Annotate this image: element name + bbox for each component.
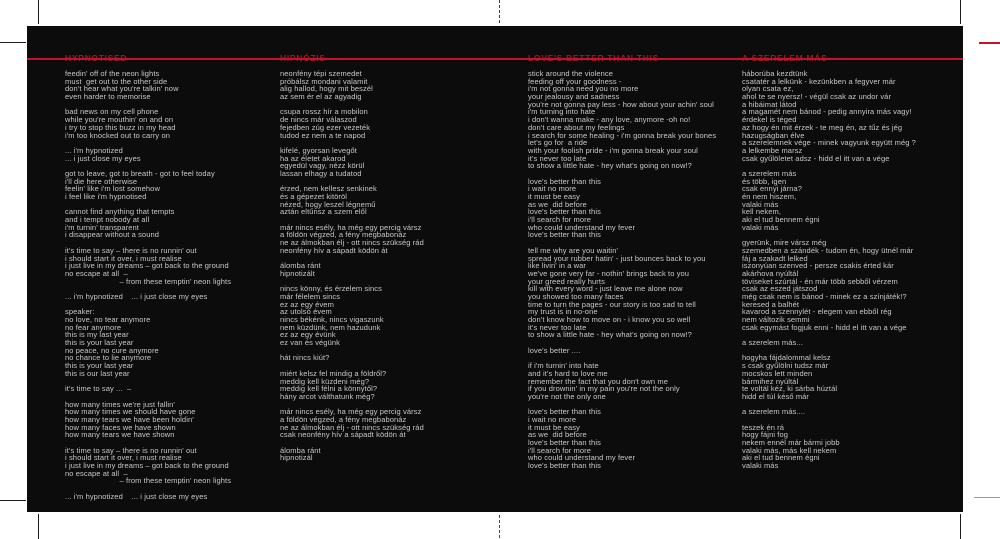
lyric-line: nekem ennél már bármi jobb [742,438,840,447]
lyric-line: csak gyűlöletet adsz - hidd el itt van a vége [742,153,890,163]
stanza [65,308,231,377]
lyric-line: – from these temptin' neon lights [65,476,232,486]
stanza [65,401,231,439]
stanza [528,347,716,355]
lyric-line: how many times we should have gone [65,407,196,417]
lyric-line: i just live in my dreams – got back to the ground [65,461,229,471]
lyric-line: no love, no tear anymore [65,315,151,324]
lyric-line: érzed, nem kellesz senkinek [280,184,377,194]
stanza [65,147,231,162]
booklet-panel [27,26,963,512]
lyric-line: even harder to memorise [65,92,151,102]
lyric-line: don't care about my feelings [528,122,625,132]
lyric-line: to show a little hate - hey what's going on now!? [528,330,692,340]
stanza [280,147,424,178]
lyric-line: hogy fájni fog [742,430,789,440]
lyric-line: how many tears we have shown [65,430,175,440]
lyric-line: no escape at all – [65,468,128,478]
lyric-line: a földön végzed, a fény megbabonáz [280,230,407,240]
lyrics-body [528,70,716,470]
lyric-line: must get out to the other side [65,76,168,86]
lyric-line: hipnotizált [280,268,315,278]
lyric-line: már félelem sincs [280,291,341,301]
lyric-line: meddig kell küzdeni még? [280,376,370,386]
lyric-line: álomba ránt [280,445,321,455]
lyrics-body [65,70,231,501]
lyric-line: aztán eltűnsz a szem elől [280,207,367,217]
crop-mark-top-left-vertical [38,0,39,24]
crop-mark-top-right-vertical [960,0,961,24]
lyric-line: if i'm turnin' into hate [528,361,599,371]
lyric-line: this is your last year [65,361,134,371]
lyric-line: ez az egy évem [280,299,334,309]
lyric-line: csak neonfény hív a sápadt ködön át [280,430,406,440]
lyric-line: this is your last year [65,338,134,348]
lyric-line: don't hear what you're talkin' now [65,84,179,94]
lyric-line: and it's hard to love me [528,368,608,378]
lyric-line: a szerelem más [742,168,797,178]
lyric-line: csak az eszed játszod [742,284,818,294]
lyric-line: you're not gonna pay less - how about your achin' soul [528,99,714,109]
lyric-line: your greed really hurts [528,276,605,286]
lyric-line: lassan elhagy a tudatod [280,168,362,178]
stanza [65,108,231,139]
stanza [280,262,424,277]
lyric-line: don't know how to move on - i know you so well [528,315,691,324]
stanza [528,70,716,170]
lyric-line: it must be easy [528,192,580,201]
lyric-line: it's time to say – there is no runnin' out [65,445,197,455]
lyric-line: töviseket szúrtál - én már több sebből vérzem [742,276,898,286]
lyric-line: speaker: [65,307,95,317]
lyric-line: ahol te se nyersz! - végül csak az undor vár [742,92,892,102]
lyric-line: you're not the only one [528,391,606,401]
stanza [280,408,424,439]
crop-mark-bottom-right-vertical [960,514,961,539]
stanza [280,224,424,255]
lyric-line: nincs könny, és érzelem sincs [280,284,382,294]
lyric-line: kell nekem, [742,207,782,217]
lyric-line: i should start it over, i must realise [65,253,182,263]
lyric-line: how many faces we have shown [65,422,176,432]
lyric-line: got to leave, got to breath - got to feel today [65,168,215,178]
lyric-line: i feel like i'm hypnotised [65,192,147,201]
lyric-line: i'll search for more [528,215,592,225]
lyric-line: csak egymást fogjuk enni - hidd el itt van a vége [742,322,907,332]
stanza [742,70,916,162]
lyric-line: we've gone very far - nothin' brings back to you [528,268,690,278]
stanza [280,285,424,347]
lyric-line: i wait no more [528,184,577,194]
stanza [65,385,231,393]
crop-mark-bottom-left-horizontal [0,500,26,501]
stanza [65,493,231,501]
lyric-line: it's never too late [528,322,587,332]
stanza [65,170,231,201]
lyric-line: love's better than this [528,461,601,471]
stanza [742,408,916,416]
fold-mark-top-center [499,0,500,23]
lyric-line: as we did before [528,430,587,440]
lyric-line: i try to stop this buzz in my head [65,122,176,132]
lyric-line: ne az álmokban élj - ott nincs szükség rád [280,238,424,248]
lyric-line: – from these temptin' neon lights [65,276,232,286]
lyric-line: már nincs esély, ha még egy percig vársz [280,407,422,417]
lyric-line: hogyha fájdalommal kelsz [742,353,831,363]
stanza [280,354,424,362]
lyric-line: alig hallod, hogy mit beszél [280,84,373,94]
lyric-line: to show a little hate - hey what's going on now!? [528,161,692,171]
lyric-line: neonfény hív a sápadt ködön át [280,245,388,255]
lyric-line: hát nincs kiút? [280,353,330,363]
lyric-line: nem változik semmi [742,315,810,324]
lyric-line: and i tempt nobody at all [65,215,150,225]
crop-mark-top-left-horizontal [0,42,26,43]
lyric-line: feeding off your goodness - [528,76,622,86]
lyric-line: én nem hiszem, [742,192,797,201]
lyric-line: iszonyúan szenved - persze csakis érted kár [742,261,894,271]
stanza [65,70,231,101]
lyric-line: i don't wanna make - any love, anymore -oh no! [528,115,691,125]
lyric-line: i'm too knocked out to carry on [65,130,170,140]
stanza [280,447,424,462]
lyric-line: bad news on my cell phone [65,107,159,117]
lyric-line: a lelkembe marsz [742,145,803,155]
lyric-line: i'm turnin' transparent [65,222,139,232]
stanza [280,185,424,216]
stanza [280,370,424,401]
stanza [742,339,916,347]
lyric-line: bármihez nyúltál [742,376,799,386]
lyric-line: mocskos lett minden [742,368,813,378]
lyric-line: miért kelsz fel mindig a földről? [280,368,387,378]
lyric-line: stick around the violence [528,69,614,78]
lyric-line: te voltál kéz, ki sárba húztál [742,384,838,394]
lyric-line: szemedben a szándék - tudom én, hogy ütnél már [742,245,914,255]
lyric-line: kavarod a szennylét - elegem van ebből rég [742,307,892,317]
lyric-line: i'll search for more [528,445,592,455]
lyric-line: i search for some healing - i'm gonna break your bones [528,130,717,140]
lyric-line: feelin' like i'm lost somehow [65,184,160,194]
stanza [742,170,916,232]
lyric-line: próbálsz mondani valamit [280,76,368,86]
lyric-line: no chance to lie anymore [65,353,152,363]
lyric-line: how many times we're just fallin' [65,399,175,409]
lyric-line: fáj a szakadt lelked [742,253,808,263]
lyrics-column-3 [528,53,716,477]
lyric-line: az sem ér el az agyadig [280,92,362,102]
lyric-line: i wait no more [528,414,577,424]
stanza [528,408,716,470]
stanza [742,424,916,470]
crop-mark-bottom-left-vertical [38,514,39,539]
lyric-line: no fear anymore [65,322,122,332]
stanza [528,362,716,400]
lyric-line: time to turn the pages - our story is too sad to tell [528,299,696,309]
lyric-line: háborúba kezdtünk [742,69,808,78]
lyric-line: cannot find anything that tempts [65,207,175,217]
lyric-line: how many tears we have been holdin' [65,414,194,424]
lyric-line: let's go for a ride [528,138,588,148]
lyric-line: nem küzdünk, nem hazudunk [280,322,381,332]
lyric-line: you showed too many faces [528,291,624,301]
lyric-line: my trust is in no-one [528,307,598,317]
lyric-line: if you drownin' in my pain you're not the only [528,384,680,394]
lyric-line: with your foolish pride - i'm gonna break your soul [528,145,698,155]
lyric-line: i should start it over, i must realise [65,453,182,463]
lyric-line: a magamét nem bánod - pedig annyira más vagy! [742,107,912,117]
crop-mark-top-right-red [979,42,1000,44]
lyric-line: i just live in my dreams – got back to the ground [65,261,229,271]
lyric-line: s csak gyűlölni tudsz már [742,361,829,371]
lyric-line: i'll die here otherwise [65,176,138,186]
lyric-line: de nincs már válaszod [280,115,357,125]
lyric-line: ... i just close my eyes [65,153,141,163]
stanza [65,208,231,239]
lyric-line: i'm not gonna need you no more [528,84,639,94]
lyric-line: tell me why are you waitin' [528,245,619,255]
lyric-line: remember the fact that you don't own me [528,376,668,386]
lyric-line: és a gépezet kitöröl [280,192,348,201]
lyric-line: keresed a balhét [742,299,800,309]
stanza [280,108,424,139]
lyric-line: valaki más, más kell nekem [742,445,837,455]
lyric-line: tudod ez nem a te napod [280,130,366,140]
lyric-line: még csak nem is bánod - minek ez a színjáték!? [742,291,907,301]
title-strike-rule [27,58,963,60]
lyric-line: ... i'm hypnotized [65,145,123,155]
lyrics-column-1 [65,53,231,508]
stanza [742,354,916,400]
lyric-line: akárhova nyúltál [742,268,799,278]
stanza [528,247,716,339]
lyric-line: ez van és végünk [280,338,340,348]
lyric-line: love's better than this [528,407,601,417]
lyric-line: ez az egy évünk [280,330,336,340]
lyric-line: love's better than this [528,207,601,217]
lyric-line: kifelé, gyorsan levegőt [280,145,357,155]
lyric-line: no escape at all – [65,268,128,278]
lyrics-column-4 [742,53,916,477]
stanza [65,293,231,301]
lyric-line: i'm turning into hate [528,107,596,117]
lyric-line: a szerelemnek vége - minek vagyunk együtt még ? [742,138,916,148]
lyric-line: it's time to say ... – [65,384,132,394]
lyric-line: egyedül vagy, nézz körül [280,161,365,171]
lyric-line: a szerelem más.... [742,407,806,417]
lyric-line: ne az álmokban élj - ott nincs szükség rád [280,422,424,432]
lyric-line: i disappear without a sound [65,230,160,240]
lyric-line: it must be easy [528,422,580,432]
lyric-line: this is our last year [65,368,130,378]
lyric-line: olyan csata ez, [742,84,794,94]
lyric-line: hány arcot válthatunk még? [280,391,375,401]
lyric-line: nincs békénk, nincs vigaszunk [280,315,384,324]
lyrics-body [742,70,916,470]
lyric-line: this is my last year [65,330,129,340]
lyric-line: álomba ránt [280,261,321,271]
lyric-line: love's better than this [528,176,601,186]
lyric-line: love's better .... [528,345,581,355]
lyric-line: aki el tud bennem égni [742,215,820,225]
fold-mark-bottom-center [499,515,500,538]
lyric-line: már nincs esély, ha még egy percig vársz [280,222,422,232]
lyric-line: az hogy én mit érzek - te meg én, az tűz és jég [742,122,903,132]
lyric-line: valaki más [742,461,779,471]
stanza [742,239,916,331]
lyric-line: your jealousy and sadness [528,92,620,102]
stanza [280,70,424,101]
stanza [528,178,716,240]
lyric-line: valaki más [742,199,779,209]
lyric-line: csak ennyi járna? [742,184,803,194]
lyric-line: feedin' off of the neon lights [65,69,160,78]
lyric-line: hazugságban élve [742,130,805,140]
lyric-line: és több, igen [742,176,787,186]
stanza [65,447,231,485]
lyric-line: a földön végzed, a fény megbabonáz [280,414,407,424]
lyric-line: teszek én rá [742,422,785,432]
lyric-line: a hibáimat látod [742,99,797,109]
lyric-line: kill with every word - just leave me alone now [528,284,683,294]
lyric-line: csupa rossz hír a mobilon [280,107,368,117]
lyric-line: csatatér a lelkünk - kezünkben a fegyver már [742,76,896,86]
lyric-line: aki el tud bennem égni [742,453,820,463]
lyric-line: a szerelem más... [742,338,803,348]
lyric-line: hidd el túl késő már [742,391,810,401]
lyric-line: love's better than this [528,230,601,240]
lyric-line: no peace, no cure anymore [65,345,159,355]
stanza [65,247,231,285]
lyric-line: hipnotizál [280,453,313,463]
lyric-line: fejedben zúg ezer vezeték [280,122,371,132]
lyric-line: gyerünk, mire vársz még [742,238,827,248]
lyric-line: it's time to say – there is no runnin' out [65,245,197,255]
lyric-line: while you're mouthin' on and on [65,115,174,125]
lyric-line: érdekel is téged [742,115,797,125]
lyric-line: like livin' in a war [528,261,587,271]
lyric-line: neonfény tépi szemedet [280,69,362,78]
crop-mark-bottom-right-horizontal [974,497,1000,498]
lyric-line: ... i'm hypnotized ... i just close my eyes [65,291,208,301]
lyric-line: who could understand my fever [528,222,636,232]
lyrics-column-2 [280,53,424,470]
lyric-line: love's better than this [528,438,601,447]
lyric-line: it's never too late [528,153,587,163]
lyric-line: spread your rubber hatin' - just bounces back to you [528,253,706,263]
lyric-line: valaki más [742,222,779,232]
lyric-line: ... i'm hypnotized ... i just close my eyes [65,491,208,501]
lyric-line: who could understand my fever [528,453,636,463]
lyric-line: nézed, hogy leszel légnemű [280,199,376,209]
lyrics-body [280,70,424,462]
lyric-line: meddig kell félni a könnytől? [280,384,378,394]
lyric-line: ha az életet akarod [280,153,346,163]
lyric-line: az utolsó évem [280,307,332,317]
lyric-line: as we did before [528,199,587,209]
